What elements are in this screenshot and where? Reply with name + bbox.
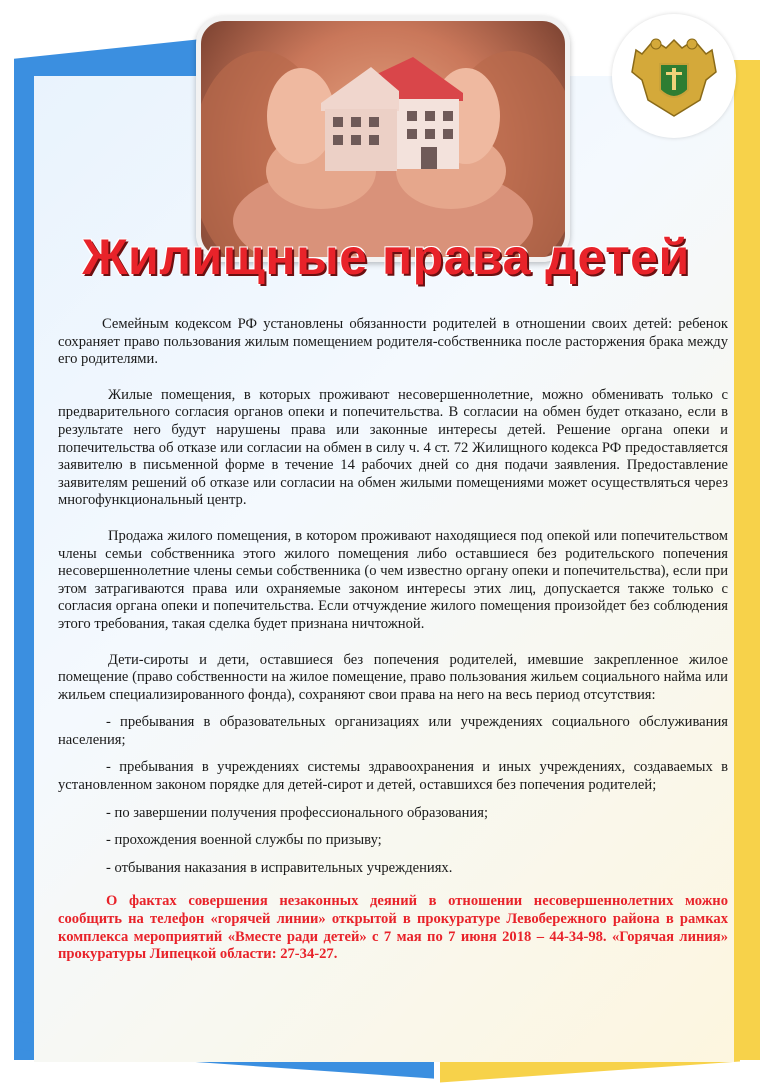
list-item: - прохождения военной службы по призыву;	[106, 832, 382, 849]
paragraph-orphans: Дети-сироты и дети, оставшиеся без попечения родителей, имевшие закрепленное жилое помещение (право собственности на жилое помещение, право пользования жильем социального найма или жильем специализированного фонда), сохраняют свои права на него на весь период отсутствия:	[58, 651, 728, 703]
hotline-notice: О фактах совершения незаконных деяний в отношении несовершеннолетних можно сообщить на телефон «горячей линии» открытой в прокуратуре Левобережного района в рамках комплекса мероприятий «Вместе ради детей» с 7 мая по 7 июня 2018 – 44-34-98. «Горячая линия» прокуратуры Липецкой области: 27-34-27.	[58, 893, 728, 963]
article-body	[58, 316, 728, 964]
list-item: - отбывания наказания в исправительных учреждениях.	[106, 859, 453, 876]
hands-house-illustration	[201, 21, 565, 257]
prosecutor-office-emblem	[612, 14, 736, 138]
page-title: Жилищные права детей	[82, 229, 690, 285]
decor-blue-stripe-left	[14, 60, 34, 1060]
paragraph-sale: Продажа жилого помещения, в котором проживают находящиеся под опекой или попечительством члены семьи собственника этого жилого помещения либо оставшиеся без родительского попечения несовершеннолетние члены семьи собственника (о чем известно органу опеки и попечительства), если при этом затрагиваются права или охраняемые законом интересы этих лиц, допускается также только с согласия органа опеки и попечительства. Если отчуждение жилого помещения произойдет без соблюдения этого требования, такая сделка будет признана ничтожной.	[58, 527, 728, 632]
hands-holding-house-image	[196, 16, 570, 262]
list-item: - по завершении получения профессионального образования;	[106, 804, 488, 821]
list-item: - пребывания в учреждениях системы здравоохранения и иных учреждениях, создаваемых в установленном законом порядке для детей-сирот и детей, оставшихся без попечения родителей;	[58, 759, 728, 794]
paragraph-exchange: Жилые помещения, в которых проживают несовершеннолетние, можно обменивать только с предварительного согласия органов опеки и попечительства. В согласии на обмен будет отказано, если в результате него будут нарушены права или законные интересы детей. Решение органа опеки и попечительства об отказе или согласии на обмен в силу ч. 4 ст. 72 Жилищного кодекса РФ предоставляется заявителю в письменной форме в течение 14 рабочих дней со дня подачи заявления. Предоставление заявителям решений об отказе или согласии на обмен жилыми помещениями может осуществляться через многофункциональный центр.	[58, 386, 728, 509]
paragraph-family-code: Семейным кодексом РФ установлены обязанности родителей в отношении своих детей: ребенок сохраняет право пользования жилым помещением родителя-собственника после расторжения брака между его родителями.	[58, 316, 728, 368]
list-item: - пребывания в образовательных организациях или учреждениях социального обслуживания населения;	[58, 714, 728, 748]
double-headed-eagle-icon	[612, 14, 736, 138]
decor-yellow-stripe-right	[730, 60, 760, 1060]
